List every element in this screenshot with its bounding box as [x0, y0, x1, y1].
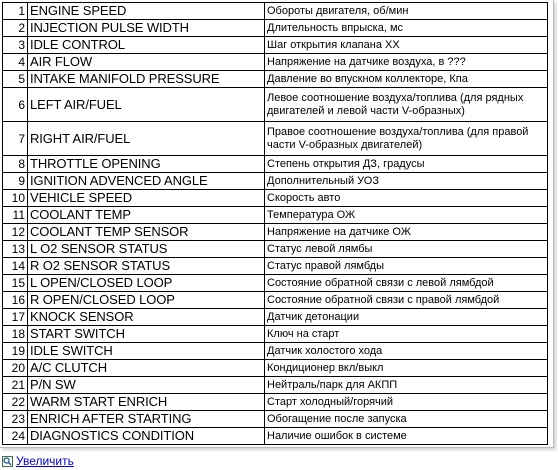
parameter-description: Давление во впускном коллекторе, Кпа [265, 71, 548, 88]
table-row [3, 241, 548, 258]
row-number: 23 [3, 411, 28, 428]
parameter-description: Старт холодный/горячий [265, 394, 548, 411]
parameter-description: Шаг открытия клапана ХХ [265, 37, 548, 54]
row-number: 13 [3, 241, 28, 258]
parameter-name: THROTTLE OPENING [28, 156, 265, 173]
table-row [3, 309, 548, 326]
parameter-description: Степень открытия ДЗ, градусы [265, 156, 548, 173]
parameter-name: IGNITION ADVENCED ANGLE [28, 173, 265, 190]
parameter-name: IDLE CONTROL [28, 37, 265, 54]
row-number: 22 [3, 394, 28, 411]
parameter-table-body [3, 3, 548, 445]
parameter-description: Кондиционер вкл/выкл [265, 360, 548, 377]
parameter-name: L OPEN/CLOSED LOOP [28, 275, 265, 292]
table-row [3, 258, 548, 275]
parameter-description: Левое соотношение воздуха/топлива (для рядных двигателей и левой части V-образных) [265, 88, 548, 122]
row-number: 1 [3, 3, 28, 20]
parameter-name: R OPEN/CLOSED LOOP [28, 292, 265, 309]
parameter-description: Состояние обратной связи с левой лямбдой [265, 275, 548, 292]
row-number: 12 [3, 224, 28, 241]
parameter-name: INJECTION PULSE WIDTH [28, 20, 265, 37]
parameter-description: Обороты двигателя, об/мин [265, 3, 548, 20]
parameter-description: Правое соотношение воздуха/топлива (для правой части V-образных двигателей) [265, 122, 548, 156]
row-number: 5 [3, 71, 28, 88]
parameter-name: START SWITCH [28, 326, 265, 343]
table-row [3, 394, 548, 411]
row-number: 9 [3, 173, 28, 190]
parameter-name: VEHICLE SPEED [28, 190, 265, 207]
parameter-name: INTAKE MANIFOLD PRESSURE [28, 71, 265, 88]
row-number: 14 [3, 258, 28, 275]
row-number: 17 [3, 309, 28, 326]
parameter-name: A/C CLUTCH [28, 360, 265, 377]
table-row [3, 275, 548, 292]
table-row [3, 3, 548, 20]
table-row [3, 428, 548, 445]
row-number: 21 [3, 377, 28, 394]
table-row [3, 360, 548, 377]
parameter-name: L O2 SENSOR STATUS [28, 241, 265, 258]
table-row [3, 156, 548, 173]
table-row [3, 88, 548, 122]
parameter-table [2, 2, 548, 445]
parameter-description: Напряжение на датчике ОЖ [265, 224, 548, 241]
parameter-name: RIGHT AIR/FUEL [28, 122, 265, 156]
table-row [3, 54, 548, 71]
table-row [3, 411, 548, 428]
magnifier-icon[interactable] [2, 456, 13, 467]
parameter-description: Наличие ошибок в системе [265, 428, 548, 445]
table-row [3, 224, 548, 241]
enlarge-link[interactable]: Увеличить [16, 454, 74, 468]
parameter-description: Температура ОЖ [265, 207, 548, 224]
parameter-description: Ключ на старт [265, 326, 548, 343]
parameter-description: Нейтраль/парк для АКПП [265, 377, 548, 394]
row-number: 15 [3, 275, 28, 292]
parameter-description: Статус правой лямбды [265, 258, 548, 275]
parameter-name: ENGINE SPEED [28, 3, 265, 20]
table-row [3, 37, 548, 54]
table-row [3, 343, 548, 360]
parameter-description: Датчик холостого хода [265, 343, 548, 360]
parameter-description: Дополнительный УОЗ [265, 173, 548, 190]
table-row [3, 173, 548, 190]
table-row [3, 292, 548, 309]
table-row [3, 190, 548, 207]
row-number: 6 [3, 88, 28, 122]
row-number: 3 [3, 37, 28, 54]
parameter-name: WARM START ENRICH [28, 394, 265, 411]
parameter-description: Скорость авто [265, 190, 548, 207]
parameter-description: Длительность впрыска, мс [265, 20, 548, 37]
parameter-description: Статус левой лямбы [265, 241, 548, 258]
parameter-description: Датчик детонации [265, 309, 548, 326]
parameter-name: IDLE SWITCH [28, 343, 265, 360]
row-number: 2 [3, 20, 28, 37]
table-row [3, 20, 548, 37]
parameter-name: DIAGNOSTICS CONDITION [28, 428, 265, 445]
row-number: 11 [3, 207, 28, 224]
parameter-name: KNOCK SENSOR [28, 309, 265, 326]
parameter-name: ENRICH AFTER STARTING [28, 411, 265, 428]
parameter-name: LEFT AIR/FUEL [28, 88, 265, 122]
parameter-description: Состояние обратной связи с правой лямбдой [265, 292, 548, 309]
parameter-description: Напряжение на датчике воздуха, в ??? [265, 54, 548, 71]
row-number: 20 [3, 360, 28, 377]
parameter-description: Обогащение после запуска [265, 411, 548, 428]
parameter-name: P/N SW [28, 377, 265, 394]
row-number: 8 [3, 156, 28, 173]
parameter-name: COOLANT TEMP SENSOR [28, 224, 265, 241]
table-row [3, 377, 548, 394]
parameter-name: R O2 SENSOR STATUS [28, 258, 265, 275]
row-number: 10 [3, 190, 28, 207]
table-row [3, 122, 548, 156]
table-row [3, 71, 548, 88]
row-number: 4 [3, 54, 28, 71]
enlarge-link-area[interactable] [2, 453, 74, 469]
row-number: 19 [3, 343, 28, 360]
table-row [3, 207, 548, 224]
row-number: 16 [3, 292, 28, 309]
table-row [3, 326, 548, 343]
parameter-name: AIR FLOW [28, 54, 265, 71]
row-number: 7 [3, 122, 28, 156]
row-number: 18 [3, 326, 28, 343]
parameter-name: COOLANT TEMP [28, 207, 265, 224]
row-number: 24 [3, 428, 28, 445]
